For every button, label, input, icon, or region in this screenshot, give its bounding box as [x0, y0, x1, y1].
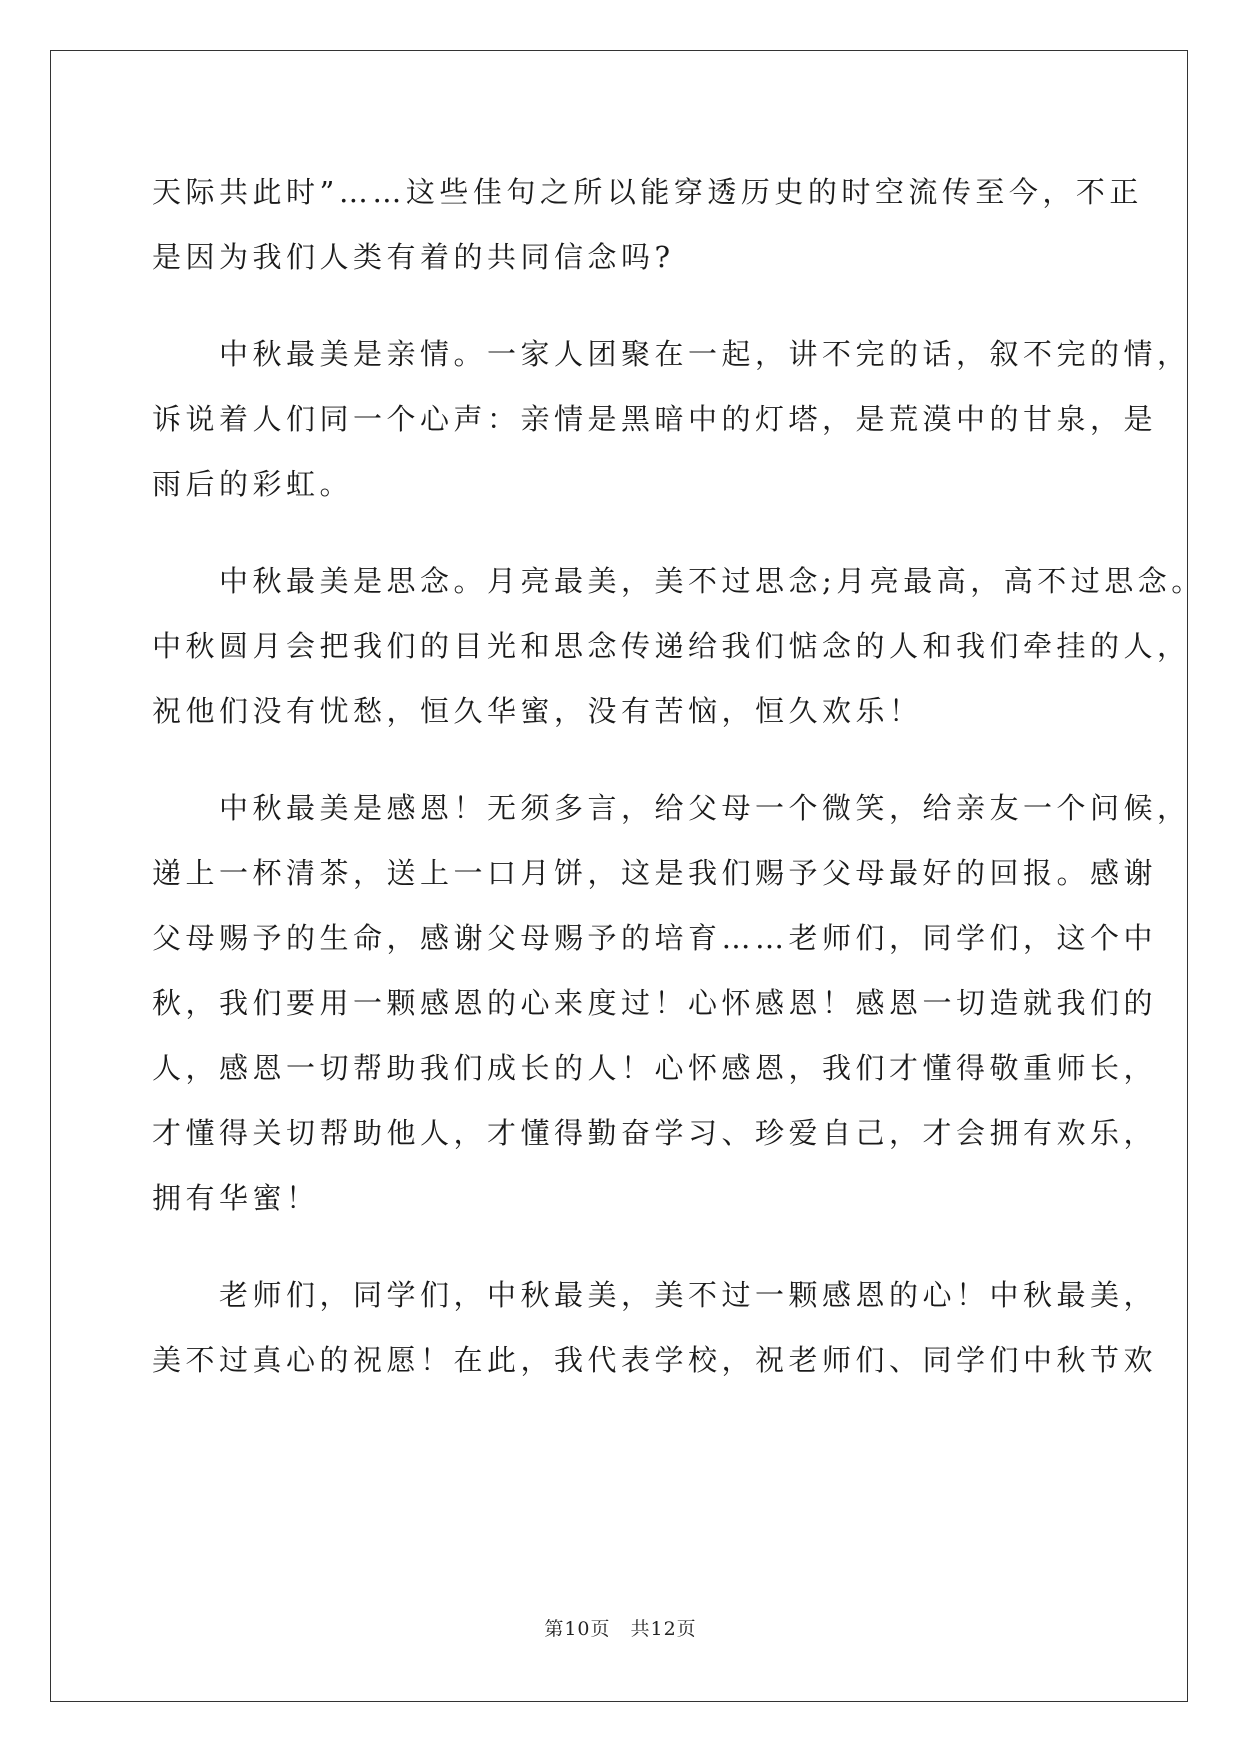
text-line: 中秋最美是思念。月亮最美，美不过思念;月亮最高，高不过思念。 — [152, 564, 1205, 598]
text-line: 人，感恩一切帮助我们成长的人！心怀感恩，我们才懂得敬重师长， — [152, 1051, 1158, 1085]
text-line: 是因为我们人类有着的共同信念吗? — [152, 240, 675, 274]
text-line: 诉说着人们同一个心声：亲情是黑暗中的灯塔，是荒漠中的甘泉，是 — [152, 402, 1158, 436]
page-number: 第10页 共12页 — [544, 1618, 697, 1640]
text-line: 才懂得关切帮助他人，才懂得勤奋学习、珍爱自己，才会拥有欢乐， — [152, 1116, 1158, 1150]
text-line: 祝他们没有忧愁，恒久华蜜，没有苦恼，恒久欢乐！ — [152, 694, 923, 728]
text-line: 父母赐予的生命，感谢父母赐予的培育……老师们，同学们，这个中 — [152, 921, 1158, 955]
text-line: 中秋最美是感恩！无须多言，给父母一个微笑，给亲友一个问候， — [152, 791, 1191, 825]
text-line: 老师们，同学们，中秋最美，美不过一颗感恩的心！中秋最美， — [152, 1278, 1158, 1312]
text-line: 秋，我们要用一颗感恩的心来度过！心怀感恩！感恩一切造就我们的 — [152, 986, 1158, 1020]
text-line: 美不过真心的祝愿！在此，我代表学校，祝老师们、同学们中秋节欢 — [152, 1343, 1158, 1377]
text-line: 递上一杯清茶，送上一口月饼，这是我们赐予父母最好的回报。感谢 — [152, 856, 1158, 890]
text-line: 雨后的彩虹。 — [152, 467, 354, 501]
text-line: 拥有华蜜！ — [152, 1181, 320, 1215]
text-line: 中秋最美是亲情。一家人团聚在一起，讲不完的话，叙不完的情， — [152, 337, 1191, 371]
text-line: 中秋圆月会把我们的目光和思念传递给我们惦念的人和我们牵挂的人， — [152, 629, 1191, 663]
text-line: 天际共此时”……这些佳句之所以能穿透历史的时空流传至今，不正 — [152, 175, 1143, 209]
